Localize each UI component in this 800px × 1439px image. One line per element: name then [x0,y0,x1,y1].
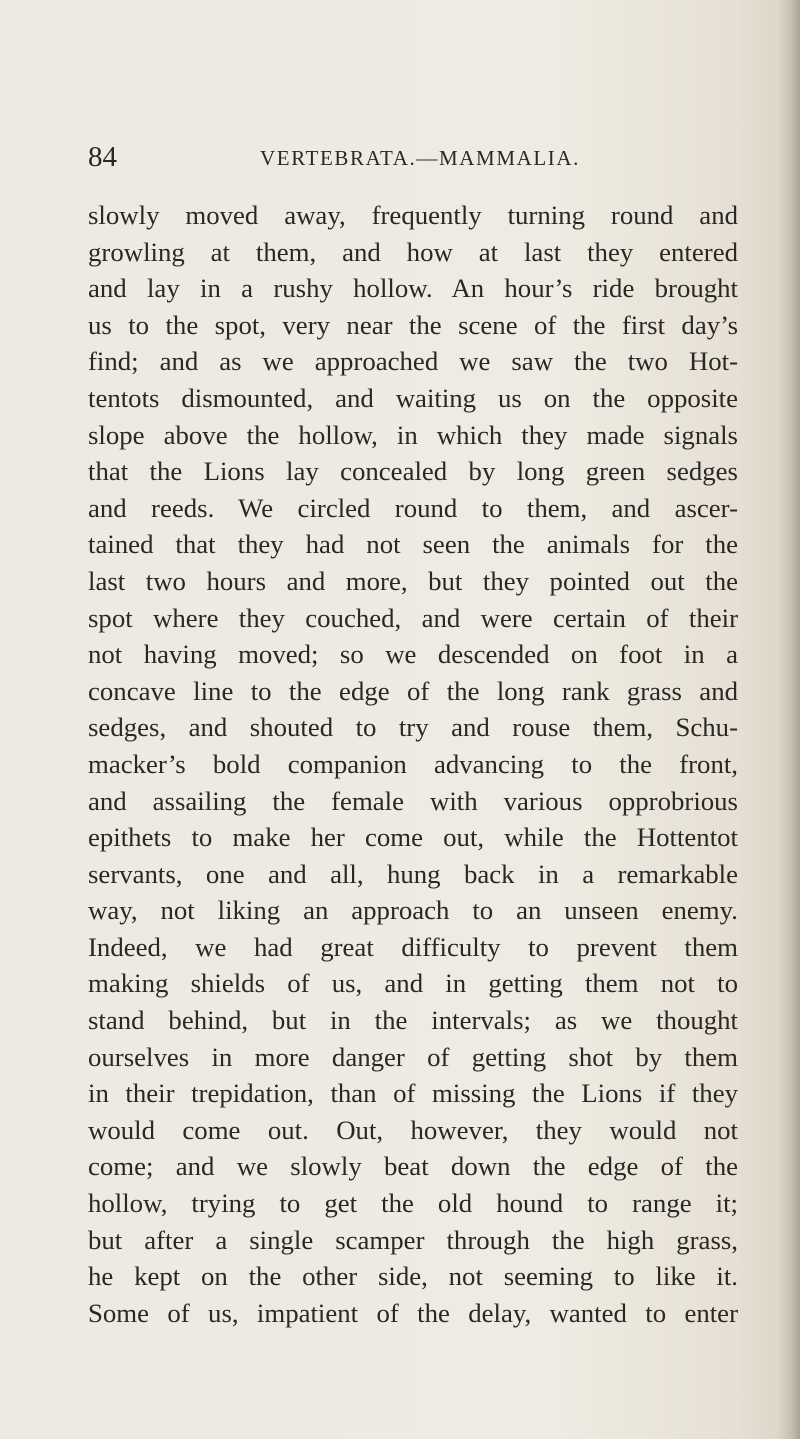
text-line: and lay in a rushy hollow. An hour’s ride brought [88,273,738,304]
text-line: and reeds. We circled round to them, and ascer- [88,492,738,523]
text-line: spot where they couched, and were certain of their [88,602,738,633]
text-line: sedges, and shouted to try and rouse them, Schu- [88,712,738,743]
running-head [0,143,800,173]
text-line: not having moved; so we descended on foot in a [88,639,738,670]
text-line: servants, one and all, hung back in a remarkable [88,858,738,889]
text-line: way, not liking an approach to an unseen enemy. [88,895,738,926]
text-line: but after a single scamper through the high grass, [88,1224,738,1255]
body-text [88,197,738,1331]
running-head-text: VERTEBRATA.—MAMMALIA. [260,146,580,170]
text-line: tained that they had not seen the animals for the [88,529,738,560]
text-line: stand behind, but in the intervals; as we thought [88,1005,738,1036]
text-line: that the Lions lay concealed by long green sedges [88,456,738,487]
page-number: 84 [88,141,117,173]
text-line: slope above the hollow, in which they made signals [88,419,738,450]
text-line: would come out. Out, however, they would not [88,1114,738,1145]
text-line: Some of us, impatient of the delay, wanted to enter [88,1297,738,1328]
text-line: slowly moved away, frequently turning round and [88,200,738,230]
text-line: find; and as we approached we saw the two Hot- [88,346,738,377]
text-line: epithets to make her come out, while the Hottentot [88,822,738,853]
page-edge-shadow [778,0,800,1439]
text-line: making shields of us, and in getting them not to [88,968,738,999]
text-line: us to the spot, very near the scene of the first day’s [88,309,738,340]
text-line: come; and we slowly beat down the edge of the [88,1151,738,1182]
text-line: concave line to the edge of the long rank grass and [88,675,738,706]
text-line: he kept on the other side, not seeming to like it. [88,1261,738,1292]
text-line: hollow, trying to get the old hound to range it; [88,1188,738,1219]
text-line: and assailing the female with various opprobrious [88,785,738,816]
text-line: growling at them, and how at last they entered [88,236,738,267]
text-line: tentots dismounted, and waiting us on the opposite [88,382,738,413]
text-line: last two hours and more, but they pointed out the [88,565,738,596]
text-line: in their trepidation, than of missing the Lions if they [88,1078,738,1109]
text-line: ourselves in more danger of getting shot by them [88,1041,738,1072]
text-line: macker’s bold companion advancing to the front, [88,748,738,779]
text-line: Indeed, we had great difficulty to prevent them [88,931,738,962]
